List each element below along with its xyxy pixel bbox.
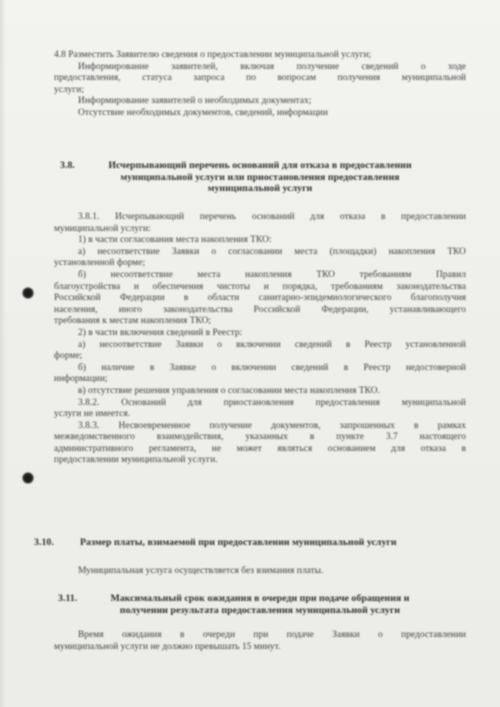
heading-line: Размер платы, взимаемой при предоставлении муниципальной услуги <box>80 537 397 548</box>
heading-line: муниципальной услуги или приостановления предоставления <box>120 171 400 183</box>
body-line: муниципальной услуги: <box>54 223 151 234</box>
body-line: 2) в части включения сведений в Реестр: <box>78 327 243 338</box>
body-line: услуги не имеется. <box>54 409 131 420</box>
section-3-8-heading <box>54 160 466 195</box>
body-line: муниципальной услуги не должно превышать 15 минут. <box>54 641 281 652</box>
section-number: 3.8. <box>60 160 75 171</box>
section-number: 3.11. <box>58 593 78 604</box>
body-line: Муниципальная услуга осуществляется без взимания платы. <box>78 566 324 576</box>
punch-hole-bottom <box>22 472 34 484</box>
intro-line: Отсутствие необходимых документов, сведений, информации <box>78 107 328 118</box>
intro-line: Информирование заявителей о необходимых документах; <box>78 96 312 107</box>
body-line: требования к местам накопления ТКО; <box>54 316 212 327</box>
intro-line: 4.8 Разместить Заявителю сведения о предоставлении муниципальной услуги; <box>54 50 372 60</box>
body-line: благоустройства и обеспечения чистоты и порядка, требованиям законодательства <box>54 281 466 292</box>
section-number: 3.10. <box>34 537 54 548</box>
section-3-10-heading <box>34 537 466 549</box>
intro-line: услуги; <box>54 84 85 95</box>
body-line: информации; <box>54 374 108 385</box>
body-line: а) несоответствие Заявки о включении сведений в Реестр установленной <box>78 339 466 350</box>
body-line: межведомственного взаимодействия, указанных в пункте 3.7 настоящего <box>54 432 466 443</box>
body-line: административного регламента, не может являться основанием для отказа в <box>54 443 466 454</box>
section-3-10-body <box>54 566 466 578</box>
body-line: 1) в части согласования места накопления ТКО: <box>78 235 272 246</box>
body-line: б) наличие в Заявке о включении сведений в Реестр недостоверной <box>78 362 466 373</box>
heading-line: Исчерпывающий перечень оснований для отказа в предоставлении <box>108 160 412 171</box>
body-line: а) несоответствие Заявки о согласовании места (площадки) накопления ТКО <box>78 246 466 257</box>
heading-line: получении результата предоставления муниципальной услуги <box>119 604 401 616</box>
body-line: б) несоответствие места накопления ТКО требованиям Правил <box>78 269 466 280</box>
punch-hole-top <box>22 287 34 299</box>
body-line: 3.8.2. Оснований для приостановления предоставления муниципальной <box>78 397 466 408</box>
heading-line: муниципальной услуги <box>207 183 313 195</box>
page-edge-shadow <box>0 0 6 707</box>
body-line: предоставлении муниципальной услуги. <box>54 455 218 466</box>
heading-line: Максимальный срок ожидания в очереди при подаче обращения и <box>110 593 410 604</box>
body-line: Российской Федерации в области санитарно-эпидемиологического благополучия <box>54 293 466 304</box>
section-3-8-body <box>54 212 466 467</box>
body-line: установленной форме; <box>54 258 146 269</box>
body-line: населения, иного законодательства Российской Федерации, устанавливающего <box>54 304 466 315</box>
body-line: форме; <box>54 351 83 362</box>
body-line: в) отсутствие решения управления о согласовании места накопления ТКО. <box>78 385 380 396</box>
intro-line: Информирование заявителей, включая получение сведений о ходе <box>78 61 466 72</box>
body-line: Время ожидания в очереди при подаче Заявки о предоставлении <box>78 630 466 640</box>
body-line: 3.8.1. Исчерпывающий перечень оснований для отказа в предоставлении <box>78 212 466 222</box>
intro-line: предоставления, статуса запроса по вопросам получения муниципальной <box>54 73 466 84</box>
section-3-11-body <box>54 630 466 653</box>
section-3-11-heading <box>54 593 466 616</box>
intro-block <box>54 50 466 120</box>
body-line: 3.8.3. Несвоевременное получение документов, запрошенных в рамках <box>78 420 466 431</box>
